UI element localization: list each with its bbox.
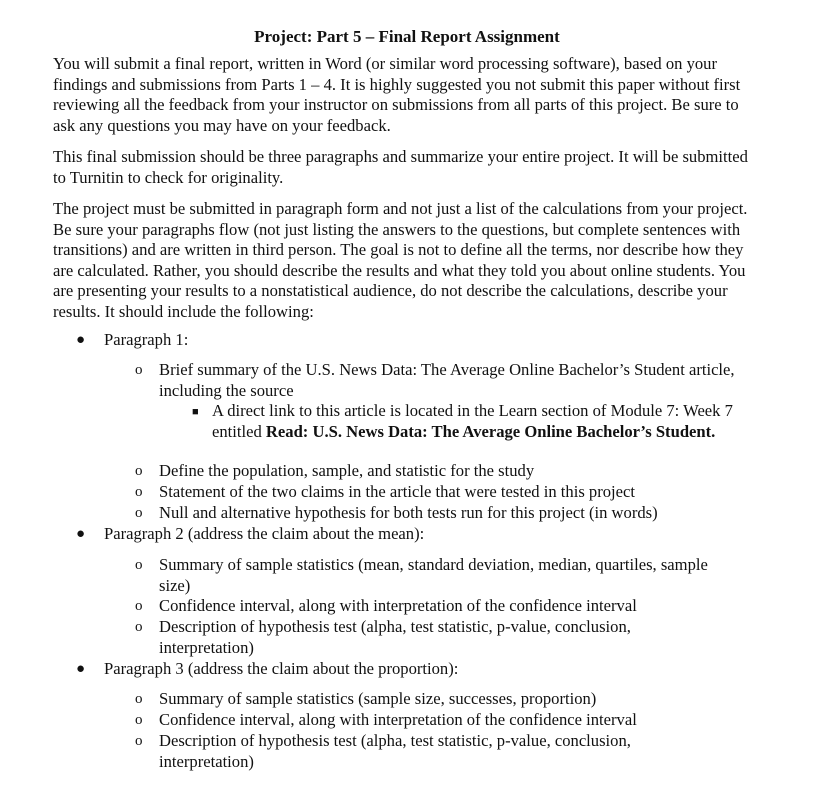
- bullet-dot-icon: ●: [76, 332, 86, 348]
- paragraph-1-label: Paragraph 1:: [104, 330, 189, 349]
- bullet-dot-icon: ●: [76, 526, 86, 542]
- paragraph-1-item-population: Define the population, sample, and statistic for the study: [159, 461, 535, 480]
- subitem-link-text: A direct link to this article is located in the Learn section of Module 7: Week 7 entitled: [212, 401, 733, 441]
- bullet-circle-icon: o: [135, 484, 143, 500]
- paragraph-3-item-statistics: Summary of sample statistics (sample size, successes, proportion): [159, 689, 597, 708]
- paragraph-2-item-statistics: Summary of sample statistics (mean, standard deviation, median, quartiles, sample size): [159, 555, 708, 595]
- bullet-square-icon: ■: [192, 406, 199, 418]
- bullet-circle-icon: o: [135, 598, 143, 614]
- paragraph-2-item-test: Description of hypothesis test (alpha, test statistic, p-value, conclusion, interpretation): [159, 617, 631, 657]
- subitem-link-bold: Read: U.S. News Data: The Average Online Bachelor’s Student.: [265, 421, 716, 441]
- bullet-circle-icon: o: [135, 463, 143, 479]
- intro-paragraph: You will submit a final report, written in Word (or similar word processing software), based on your findings and submissions from Parts 1 – 4. It is highly suggested you not submit this paper without first reviewing all the feedback from your instructor on submissions from all parts of this project. Be sure to ask any questions you may have on your feedback.: [53, 54, 741, 135]
- paragraph-1-item-hypothesis: Null and alternative hypothesis for both tests run for this project (in words): [159, 503, 658, 522]
- paragraph-1-item-summary: Brief summary of the U.S. News Data: The Average Online Bachelor’s Student article, including the source: [159, 360, 735, 400]
- bullet-dot-icon: ●: [76, 661, 86, 677]
- bullet-circle-icon: o: [135, 557, 143, 573]
- paragraph-1-item-claims: Statement of the two claims in the article that were tested in this project: [159, 482, 636, 501]
- bullet-circle-icon: o: [135, 733, 143, 749]
- paragraph-3-label: Paragraph 3 (address the claim about the proportion):: [104, 659, 459, 678]
- bullet-circle-icon: o: [135, 619, 143, 635]
- bullet-circle-icon: o: [135, 691, 143, 707]
- submission-paragraph: This final submission should be three paragraphs and summarize your entire project. It will be submitted to Turnitin to check for originality.: [53, 147, 748, 187]
- bullet-circle-icon: o: [135, 712, 143, 728]
- bullet-circle-icon: o: [135, 362, 143, 378]
- paragraph-2-item-confidence: Confidence interval, along with interpretation of the confidence interval: [159, 596, 637, 615]
- requirements-paragraph: The project must be submitted in paragraph form and not just a list of the calculations from your project. Be sure your paragraphs flow (not just listing the answers to the questions, but complete sentences with transitions) and are written in third person. The goal is not to define all the terms, nor describe how they are calculated. Rather, you should describe the results and what they told you about online students. You are presenting your results to a nonstatistical audience, do not describe the calculations, describe your results. It should include the following:: [53, 199, 748, 321]
- bullet-circle-icon: o: [135, 505, 143, 521]
- paragraph-3-item-test: Description of hypothesis test (alpha, test statistic, p-value, conclusion, interpretation): [159, 731, 631, 771]
- document-title: Project: Part 5 – Final Report Assignment: [254, 27, 560, 46]
- paragraph-1-subitem-link: [212, 401, 762, 442]
- paragraph-3-item-confidence: Confidence interval, along with interpretation of the confidence interval: [159, 710, 637, 729]
- paragraph-2-label: Paragraph 2 (address the claim about the mean):: [104, 524, 425, 543]
